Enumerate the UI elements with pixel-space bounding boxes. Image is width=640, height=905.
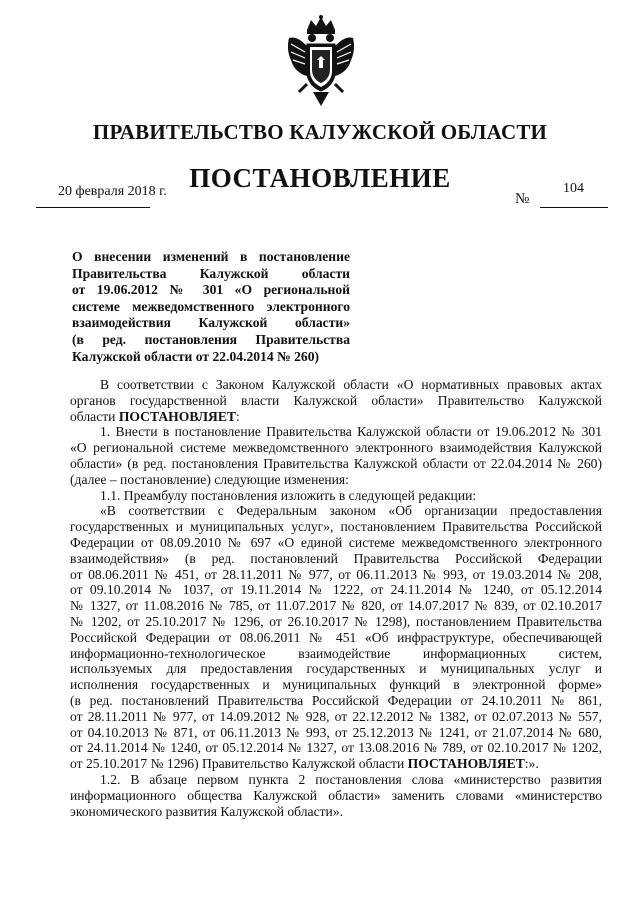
subject-line: взаимодействия Калужской области»: [72, 315, 350, 331]
date-underline: [36, 207, 150, 208]
text-line: (в ред. постановлений Правительства Российской Федерации от 24.10.2011 № 861,: [70, 692, 602, 708]
subject-line: (в ред. постановления Правительства: [72, 331, 350, 347]
text-line: информационного общества Калужской области» заменить словами «министерство: [70, 787, 602, 803]
resolves-keyword: ПОСТАНОВЛЯЕТ: [407, 756, 525, 772]
text-line: информационно-технологическое взаимодействие информационных систем,: [70, 645, 602, 661]
intro-paragraph: [70, 377, 602, 424]
document-subject: [72, 249, 350, 365]
text-line: области» (в ред. постановления Правительства Калужской области от 22.04.2014 № 260): [70, 455, 602, 471]
text-line: «В соответствии с Федеральным законом «Об организации предоставления: [100, 503, 602, 519]
text-line: Российской Федерации от 08.06.2011 № 451 «Об инфраструктуре, обеспечивающей: [70, 629, 602, 645]
text-line: 1.2. В абзаце первом пункта 2 постановления слова «министерство развития: [100, 771, 602, 787]
coat-of-arms-emblem: [285, 14, 357, 112]
text-line: используемых для предоставления государственных и муниципальных услуг и: [70, 661, 602, 677]
text-line: Федерации от 08.09.2010 № 697 «О единой системе межведомственного электронного: [70, 534, 602, 550]
number-underline: [540, 207, 608, 208]
text-line: исполнения государственных и муниципальных функций в электронной форме»: [70, 677, 602, 693]
resolves-keyword: ПОСТАНОВЛЯЕТ: [118, 408, 236, 424]
number-sign: №: [515, 191, 530, 207]
text-line: взаимодействия» (в ред. постановлений Правительства Российской Федерации: [70, 550, 602, 566]
government-title: ПРАВИТЕЛЬСТВО КАЛУЖСКОЙ ОБЛАСТИ: [92, 120, 548, 144]
text-line: от 08.06.2011 № 451, от 28.11.2011 № 977, от 06.11.2013 № 993, от 19.03.2014 № 208,: [70, 566, 602, 582]
subject-line: системе межведомственного электронного: [72, 298, 350, 314]
text-line: от 04.10.2013 № 871, от 06.11.2013 № 993, от 25.12.2013 № 1241, от 21.07.2014 № 680,: [70, 724, 602, 740]
text-line: от 24.11.2014 № 1240, от 05.12.2014 № 1327, от 13.08.2016 № 789, от 02.10.2017 № 1202,: [70, 740, 602, 756]
text-line: 1.1. Преамбулу постановления изложить в следующей редакции:: [100, 487, 477, 503]
text-line: «О региональной системе межведомственного электронного взаимодействия Калужской: [70, 440, 602, 456]
text-line: № 1202, от 25.10.2017 № 1296, от 26.10.2017 № 1298), постановлением Правительства: [70, 613, 602, 629]
text-line: органов государственной власти Калужской области» Правительство Калужской: [70, 392, 602, 408]
quoted-preamble: [70, 503, 602, 772]
text-line: от 28.11.2011 № 977, от 14.09.2012 № 928, от 22.12.2012 № 1382, от 02.07.2013 № 557,: [70, 708, 602, 724]
text-line: (далее – постановление) следующие изменения:: [70, 471, 349, 487]
text-line: от 25.10.2017 № 1296) Правительство Калужской области ПОСТАНОВЛЯЕТ:».: [70, 756, 539, 772]
document-number: 104: [563, 181, 584, 196]
document-body: [70, 377, 602, 819]
text-line: экономического развития Калужской области».: [70, 803, 344, 819]
text-line: государственных и муниципальных услуг», постановлением Правительства Российской: [70, 519, 602, 535]
document-type-title: ПОСТАНОВЛЕНИЕ: [189, 163, 451, 193]
item-1-2-paragraph: [70, 772, 602, 819]
subject-line: О внесении изменений в постановление: [72, 249, 350, 264]
item-1-paragraph: [70, 424, 602, 487]
subject-line: Правительства Калужской области: [72, 265, 350, 281]
text-line: В соответствии с Законом Калужской области «О нормативных правовых актах: [100, 377, 602, 392]
text-line: № 1327, от 11.08.2016 № 785, от 11.07.2017 № 820, от 14.07.2017 № 839, от 02.10.2017: [70, 598, 602, 614]
text-line: 1. Внести в постановление Правительства Калужской области от 19.06.2012 № 301: [100, 424, 602, 440]
text-line: от 09.10.2014 № 1037, от 19.11.2014 № 1222, от 24.11.2014 № 1240, от 05.12.2014: [70, 582, 602, 598]
document-date: 20 февраля 2018 г.: [58, 184, 167, 199]
text-line: области ПОСТАНОВЛЯЕТ:: [70, 408, 240, 424]
subject-line: Калужской области от 22.04.2014 № 260): [72, 348, 320, 364]
item-1-1-paragraph: [70, 488, 602, 504]
subject-line: от 19.06.2012 № 301 «О региональной: [72, 282, 350, 298]
